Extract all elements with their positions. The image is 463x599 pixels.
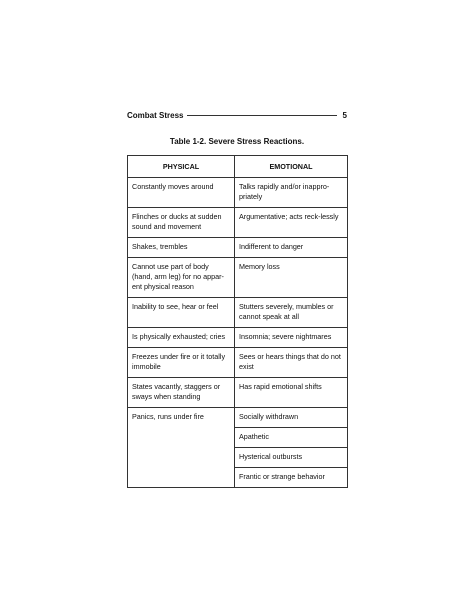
physical-cell: Freezes under fire or it totally immobile [128,348,235,378]
table-row [128,178,348,208]
chapter-title: Combat Stress [127,110,184,120]
table-row [128,208,348,238]
physical-cell: Is physically exhausted; cries [128,328,235,348]
emotional-cell: Talks rapidly and/or inappro-priately [235,178,348,208]
table-row [128,328,348,348]
page-number: 5 [342,110,347,120]
table-row [128,408,348,428]
running-head [127,108,347,122]
emotional-cell: Argumentative; acts reck-lessly [235,208,348,238]
emotional-cell: Frantic or strange behavior [235,468,348,488]
emotional-cell: Insomnia; severe nightmares [235,328,348,348]
table-row [128,378,348,408]
emotional-cell: Hysterical outbursts [235,448,348,468]
physical-cell: Constantly moves around [128,178,235,208]
table-row [128,238,348,258]
column-header-emotional: EMOTIONAL [235,156,348,178]
header-rule [187,115,336,116]
emotional-cell: Memory loss [235,258,348,298]
physical-cell: Cannot use part of body (hand, arm leg) for no appar-ent physical reason [128,258,235,298]
physical-cell: Inability to see, hear or feel [128,298,235,328]
emotional-cell: Stutters severely, mumbles or cannot speak at all [235,298,348,328]
table-row [128,258,348,298]
physical-cell: Flinches or ducks at sudden sound and movement [128,208,235,238]
emotional-cell: Has rapid emotional shifts [235,378,348,408]
physical-cell: States vacantly, staggers or sways when standing [128,378,235,408]
table-row [128,298,348,328]
emotional-cell: Apathetic [235,428,348,448]
physical-cell: Shakes, trembles [128,238,235,258]
table-row [128,348,348,378]
emotional-cell: Sees or hears things that do not exist [235,348,348,378]
table-header-row [128,156,348,178]
table-caption: Table 1-2. Severe Stress Reactions. [169,137,305,146]
physical-cell-spanned: Panics, runs under fire [128,408,235,488]
emotional-cell: Socially withdrawn [235,408,348,428]
emotional-cell: Indifferent to danger [235,238,348,258]
severe-stress-table [127,155,348,488]
column-header-physical: PHYSICAL [128,156,235,178]
